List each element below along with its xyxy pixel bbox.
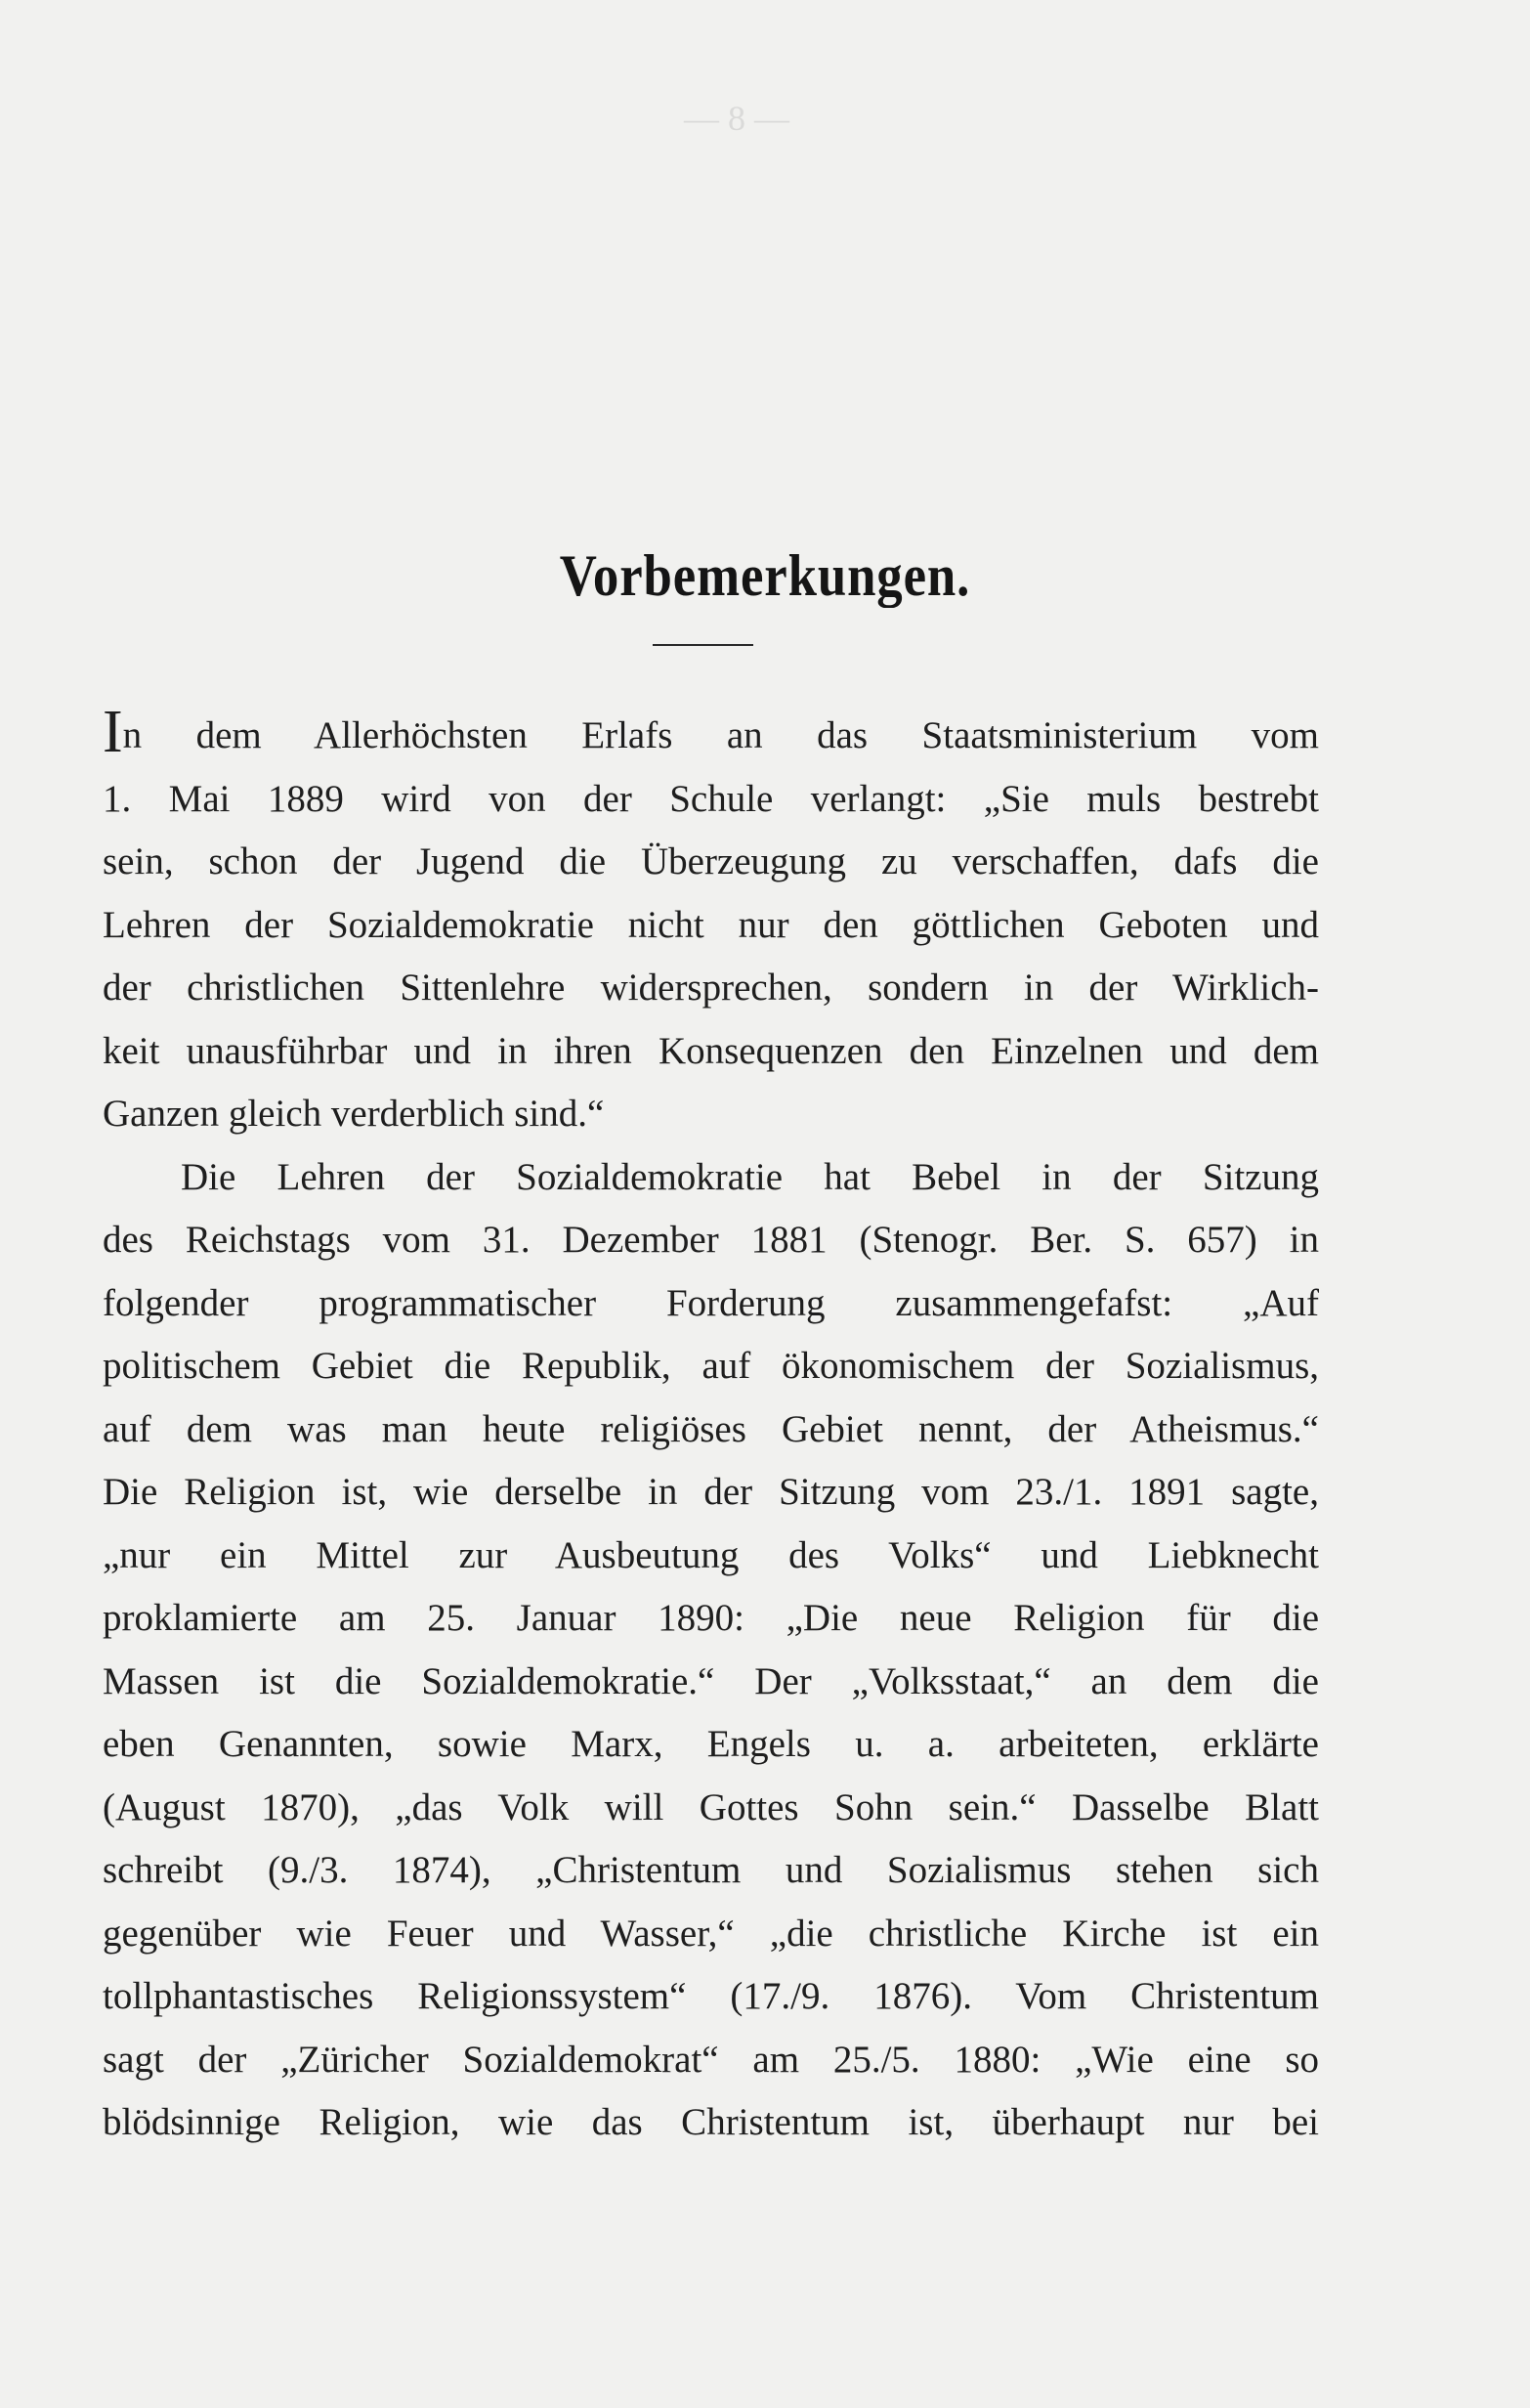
text-line: 1. Mai 1889 wird von der Schule verlangt: „Sie muls bestrebt (103, 777, 1319, 820)
text-line: „nur ein Mittel zur Ausbeutung des Volks“ und Liebknecht (103, 1533, 1319, 1576)
text-line: Massen ist die Sozialdemokratie.“ Der „Volksstaat,“ an dem die (103, 1659, 1319, 1702)
text-line: politischem Gebiet die Republik, auf ökonomischem der Sozialismus, (103, 1345, 1319, 1387)
text-line: schreibt (9./3. 1874), „Christentum und Sozialismus stehen sich (103, 1849, 1319, 1891)
text-line: eben Genannten, sowie Marx, Engels u. a. arbeiteten, erklärte (103, 1723, 1319, 1765)
section-title: Vorbemerkungen. (559, 543, 971, 608)
body-text (103, 699, 1319, 2155)
text-line: Lehren der Sozialdemokratie nicht nur den göttlichen Geboten und (103, 903, 1319, 946)
text-line: folgender programmatischer Forderung zusammengefafst: „Auf (103, 1281, 1319, 1324)
text-line: proklamierte am 25. Januar 1890: „Die neue Religion für die (103, 1597, 1319, 1639)
text-line: des Reichstags vom 31. Dezember 1881 (Stenogr. Ber. S. 657) in (103, 1219, 1319, 1261)
bleed-through-page-number: — 8 — (684, 99, 789, 138)
text-line: Die Lehren der Sozialdemokratie hat Bebel in der Sitzung (181, 1155, 1319, 1198)
text-line: Die Religion ist, wie derselbe in der Sitzung vom 23./1. 1891 sagte, (103, 1471, 1319, 1513)
text-line: tollphantastisches Religionssystem“ (17./9. 1876). Vom Christentum (103, 1975, 1319, 2017)
text-line: gegenüber wie Feuer und Wasser,“ „die christliche Kirche ist ein (103, 1912, 1319, 1955)
text-line: sein, schon der Jugend die Überzeugung zu verschaffen, dafs die (103, 840, 1319, 882)
text-line: Ganzen gleich verderblich sind.“ (103, 1093, 605, 1135)
text-line: blödsinnige Religion, wie das Christentum ist, überhaupt nur bei (103, 2101, 1319, 2143)
text-line: (August 1870), „das Volk will Gottes Sohn sein.“ Dasselbe Blatt (103, 1785, 1319, 1828)
text-line: sagt der „Züricher Sozialdemokrat“ am 25./5. 1880: „Wie eine so (103, 2038, 1319, 2081)
drop-cap: I (103, 699, 123, 765)
text-line: In dem Allerhöchsten Erlafs an das Staatsministerium vom (103, 699, 1319, 765)
text-line: auf dem was man heute religiöses Gebiet nennt, der Atheismus.“ (103, 1407, 1319, 1450)
text-line: der christlichen Sittenlehre widersprechen, sondern in der Wirklich- (103, 967, 1319, 1009)
text-line: keit unausführbar und in ihren Konsequenzen den Einzelnen und dem (103, 1029, 1319, 1072)
title-rule (653, 644, 753, 646)
